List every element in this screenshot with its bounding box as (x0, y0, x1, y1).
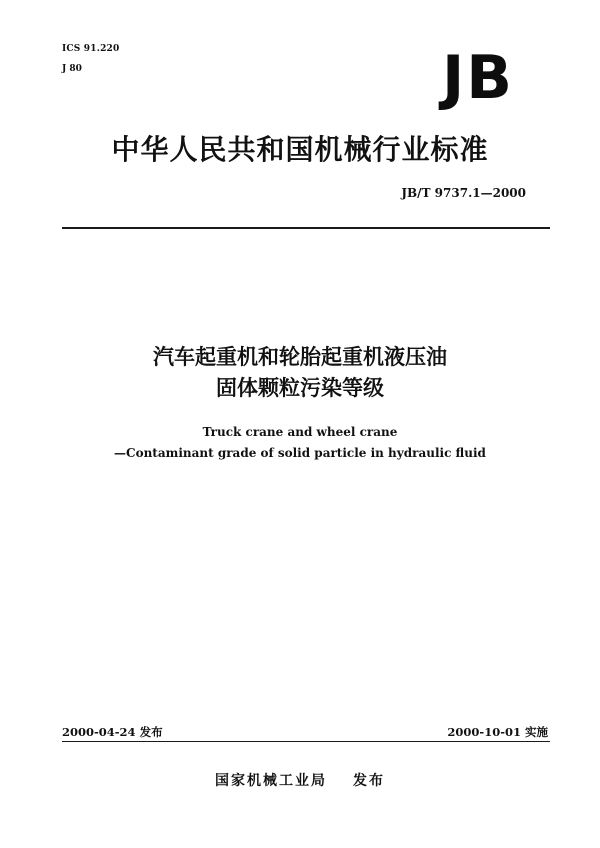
footer-divider (62, 741, 550, 742)
title-en-line1: Truck crane and wheel crane (202, 425, 398, 439)
publisher-action: 发布 (353, 773, 385, 789)
publisher-name: 国家机械工业局 (215, 773, 327, 789)
title-cn-line2: 固体颗粒污染等级 (216, 376, 384, 400)
header-divider (62, 227, 550, 229)
publisher-line (0, 770, 600, 790)
jb-logo: JB (441, 43, 514, 113)
title-cn-line1: 汽车起重机和轮胎起重机液压油 (153, 345, 447, 369)
issue-date: 2000-04-24 发布 (62, 725, 163, 739)
standard-number: JB/T 9737.1—2000 (401, 186, 526, 200)
effective-date: 2000-10-01 实施 (447, 725, 548, 739)
ics-code: ICS 91.220 (62, 44, 120, 54)
organization-title: 中华人民共和国机械行业标准 (111, 133, 489, 166)
title-en-line2: —Contaminant grade of solid particle in hydraulic fluid (114, 446, 486, 460)
category-code: J 80 (62, 64, 82, 74)
